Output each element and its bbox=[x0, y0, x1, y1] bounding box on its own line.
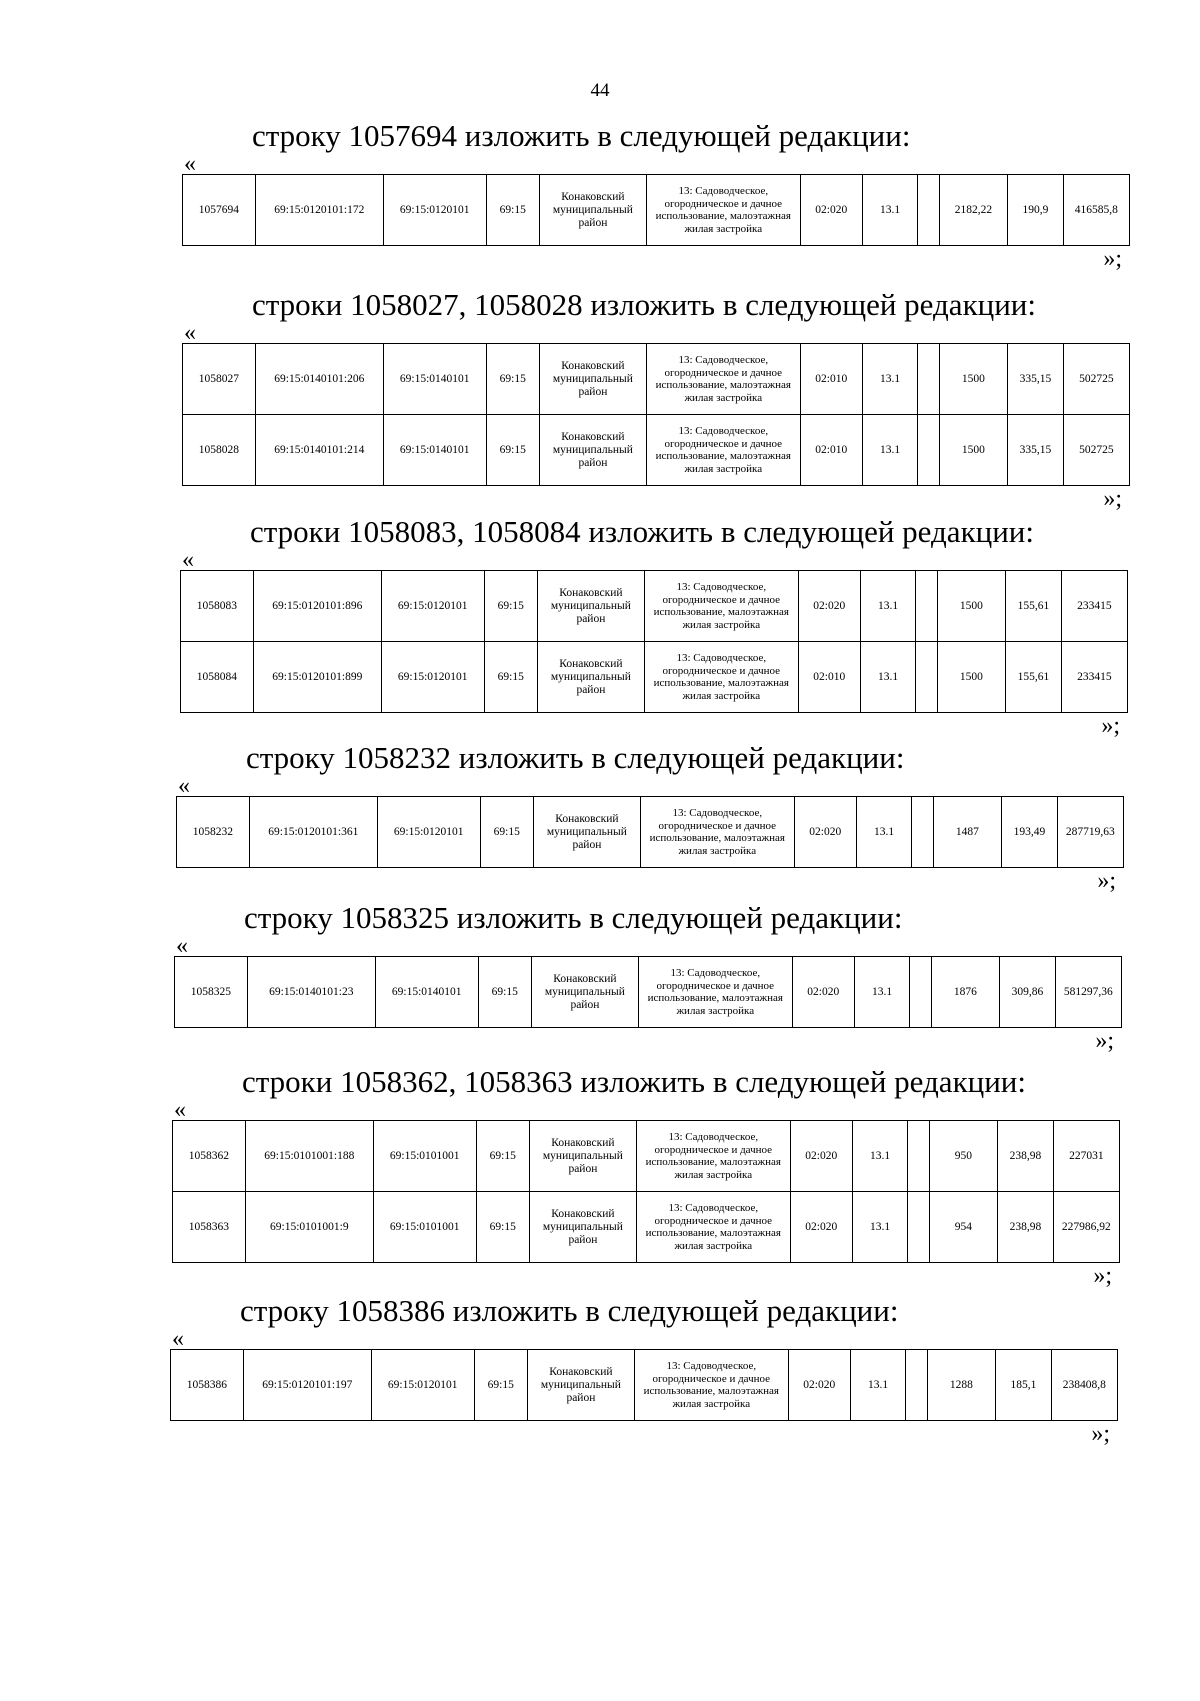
cell-cadastral-number: 69:15:0120101:361 bbox=[249, 797, 377, 868]
cell-zone-code: 02:010 bbox=[800, 415, 862, 486]
cell-municipality: Конаковский муниципальный район bbox=[539, 415, 646, 486]
cell-district-code: 69:15 bbox=[474, 1350, 527, 1421]
cell-specific-value: 335,15 bbox=[1008, 344, 1064, 415]
cell-group-code: 13.1 bbox=[854, 957, 910, 1028]
close-quote: »; bbox=[1093, 1263, 1112, 1289]
cell-municipality: Конаковский муниципальный район bbox=[537, 571, 644, 642]
cell-district-code: 69:15 bbox=[484, 642, 537, 713]
cell-municipality: Конаковский муниципальный район bbox=[529, 1192, 636, 1263]
cell-empty bbox=[908, 1192, 929, 1263]
cell-cadastral-value: 227986,92 bbox=[1053, 1192, 1119, 1263]
cell-land-use-purpose: 13: Садоводческое, огородническое и дачное использование, малоэтажная жилая застройка bbox=[634, 1350, 788, 1421]
amendment-table bbox=[182, 343, 1130, 486]
table-row bbox=[177, 797, 1124, 868]
cell-cadastral-value: 227031 bbox=[1053, 1121, 1119, 1192]
amendment-table bbox=[170, 1349, 1118, 1421]
cell-cadastral-number: 69:15:0120101:896 bbox=[253, 571, 381, 642]
open-quote: « bbox=[184, 320, 196, 346]
cell-number: 1058027 bbox=[183, 344, 256, 415]
amendment-section bbox=[180, 514, 1128, 739]
amendment-table bbox=[180, 570, 1128, 713]
cell-municipality: Конаковский муниципальный район bbox=[539, 175, 646, 246]
open-quote: « bbox=[184, 151, 196, 177]
cell-area: 950 bbox=[929, 1121, 997, 1192]
section-heading: строку 1058232 изложить в следующей редакции: bbox=[246, 740, 905, 775]
cell-cadastral-value: 502725 bbox=[1063, 415, 1129, 486]
cell-district-code: 69:15 bbox=[486, 344, 539, 415]
cell-cadastral-quarter: 69:15:0120101 bbox=[381, 642, 484, 713]
cell-municipality: Конаковский муниципальный район bbox=[529, 1121, 636, 1192]
cell-cadastral-quarter: 69:15:0140101 bbox=[383, 415, 486, 486]
cell-cadastral-number: 69:15:0101001:188 bbox=[245, 1121, 373, 1192]
table-row bbox=[183, 344, 1130, 415]
cell-area: 1500 bbox=[937, 571, 1005, 642]
cell-cadastral-quarter: 69:15:0120101 bbox=[381, 571, 484, 642]
cell-land-use-purpose: 13: Садоводческое, огородническое и дачное использование, малоэтажная жилая застройка bbox=[636, 1192, 790, 1263]
cell-empty bbox=[916, 642, 937, 713]
cell-area: 1500 bbox=[937, 642, 1005, 713]
cell-empty bbox=[916, 571, 937, 642]
page-number: 44 bbox=[590, 80, 610, 101]
cell-cadastral-quarter: 69:15:0140101 bbox=[383, 344, 486, 415]
cell-area: 1500 bbox=[939, 415, 1007, 486]
cell-municipality: Конаковский муниципальный район bbox=[537, 642, 644, 713]
cell-municipality: Конаковский муниципальный район bbox=[533, 797, 640, 868]
open-quote: « bbox=[174, 1097, 186, 1123]
cell-area: 1500 bbox=[939, 344, 1007, 415]
cell-specific-value: 238,98 bbox=[998, 1192, 1054, 1263]
close-quote: »; bbox=[1101, 713, 1120, 739]
cell-area: 954 bbox=[929, 1192, 997, 1263]
cell-specific-value: 309,86 bbox=[1000, 957, 1056, 1028]
section-heading: строку 1058386 изложить в следующей редакции: bbox=[240, 1293, 899, 1328]
cell-area: 2182,22 bbox=[939, 175, 1007, 246]
cell-cadastral-quarter: 69:15:0101001 bbox=[373, 1121, 476, 1192]
cell-land-use-purpose: 13: Садоводческое, огородническое и дачное использование, малоэтажная жилая застройка bbox=[644, 642, 798, 713]
table-row bbox=[173, 1192, 1120, 1263]
cell-zone-code: 02:020 bbox=[798, 571, 860, 642]
table-row bbox=[181, 571, 1128, 642]
cell-empty bbox=[918, 175, 939, 246]
amendment-section bbox=[172, 1064, 1120, 1289]
cell-zone-code: 02:010 bbox=[800, 344, 862, 415]
cell-group-code: 13.1 bbox=[862, 415, 918, 486]
cell-district-code: 69:15 bbox=[476, 1192, 529, 1263]
section-heading: строки 1058027, 1058028 изложить в следующей редакции: bbox=[252, 287, 1037, 322]
cell-empty bbox=[918, 344, 939, 415]
amendment-table bbox=[174, 956, 1122, 1028]
cell-specific-value: 190,9 bbox=[1008, 175, 1064, 246]
open-quote: « bbox=[182, 547, 194, 573]
cell-group-code: 13.1 bbox=[852, 1121, 908, 1192]
cell-number: 1058362 bbox=[173, 1121, 246, 1192]
cell-cadastral-value: 233415 bbox=[1061, 642, 1127, 713]
cell-group-code: 13.1 bbox=[850, 1350, 906, 1421]
section-heading: строки 1058362, 1058363 изложить в следующей редакции: bbox=[242, 1064, 1027, 1099]
table-row bbox=[181, 642, 1128, 713]
cell-land-use-purpose: 13: Садоводческое, огородническое и дачное использование, малоэтажная жилая застройка bbox=[638, 957, 792, 1028]
amendment-table bbox=[176, 796, 1124, 868]
section-heading: строку 1058325 изложить в следующей редакции: bbox=[244, 900, 903, 935]
cell-land-use-purpose: 13: Садоводческое, огородническое и дачное использование, малоэтажная жилая застройка bbox=[646, 415, 800, 486]
amendment-section bbox=[182, 287, 1130, 512]
cell-number: 1058083 bbox=[181, 571, 254, 642]
cell-cadastral-value: 233415 bbox=[1061, 571, 1127, 642]
cell-specific-value: 193,49 bbox=[1002, 797, 1058, 868]
cell-zone-code: 02:020 bbox=[794, 797, 856, 868]
cell-cadastral-value: 502725 bbox=[1063, 344, 1129, 415]
amendment-section bbox=[176, 740, 1124, 894]
cell-area: 1487 bbox=[933, 797, 1001, 868]
cell-land-use-purpose: 13: Садоводческое, огородническое и дачное использование, малоэтажная жилая застройка bbox=[636, 1121, 790, 1192]
cell-land-use-purpose: 13: Садоводческое, огородническое и дачное использование, малоэтажная жилая застройка bbox=[646, 175, 800, 246]
cell-number: 1058386 bbox=[171, 1350, 244, 1421]
amendment-table bbox=[172, 1120, 1120, 1263]
open-quote: « bbox=[172, 1326, 184, 1352]
close-quote: »; bbox=[1097, 868, 1116, 894]
cell-empty bbox=[906, 1350, 927, 1421]
cell-group-code: 13.1 bbox=[856, 797, 912, 868]
cell-group-code: 13.1 bbox=[862, 175, 918, 246]
table-row bbox=[171, 1350, 1118, 1421]
cell-cadastral-value: 416585,8 bbox=[1063, 175, 1129, 246]
cell-group-code: 13.1 bbox=[860, 642, 916, 713]
cell-district-code: 69:15 bbox=[486, 175, 539, 246]
cell-specific-value: 238,98 bbox=[998, 1121, 1054, 1192]
table-row bbox=[183, 175, 1130, 246]
cell-group-code: 13.1 bbox=[860, 571, 916, 642]
cell-cadastral-value: 287719,63 bbox=[1057, 797, 1123, 868]
amendment-section bbox=[182, 118, 1130, 272]
cell-cadastral-quarter: 69:15:0140101 bbox=[375, 957, 478, 1028]
cell-specific-value: 155,61 bbox=[1006, 571, 1062, 642]
cell-municipality: Конаковский муниципальный район bbox=[539, 344, 646, 415]
cell-area: 1876 bbox=[931, 957, 999, 1028]
cell-cadastral-number: 69:15:0101001:9 bbox=[245, 1192, 373, 1263]
close-quote: »; bbox=[1091, 1421, 1110, 1447]
open-quote: « bbox=[176, 933, 188, 959]
cell-cadastral-value: 581297,36 bbox=[1055, 957, 1121, 1028]
cell-number: 1057694 bbox=[183, 175, 256, 246]
cell-number: 1058084 bbox=[181, 642, 254, 713]
cell-district-code: 69:15 bbox=[476, 1121, 529, 1192]
cell-specific-value: 335,15 bbox=[1008, 415, 1064, 486]
cell-cadastral-quarter: 69:15:0120101 bbox=[371, 1350, 474, 1421]
cell-district-code: 69:15 bbox=[480, 797, 533, 868]
table-row bbox=[183, 415, 1130, 486]
table-row bbox=[175, 957, 1122, 1028]
cell-number: 1058363 bbox=[173, 1192, 246, 1263]
cell-district-code: 69:15 bbox=[486, 415, 539, 486]
cell-number: 1058325 bbox=[175, 957, 248, 1028]
cell-group-code: 13.1 bbox=[852, 1192, 908, 1263]
cell-cadastral-number: 69:15:0120101:197 bbox=[243, 1350, 371, 1421]
section-heading: строку 1057694 изложить в следующей редакции: bbox=[252, 118, 911, 153]
cell-zone-code: 02:020 bbox=[790, 1192, 852, 1263]
cell-cadastral-number: 69:15:0140101:23 bbox=[247, 957, 375, 1028]
cell-district-code: 69:15 bbox=[478, 957, 531, 1028]
close-quote: »; bbox=[1103, 486, 1122, 512]
cell-number: 1058232 bbox=[177, 797, 250, 868]
cell-land-use-purpose: 13: Садоводческое, огородническое и дачное использование, малоэтажная жилая застройка bbox=[640, 797, 794, 868]
cell-zone-code: 02:020 bbox=[790, 1121, 852, 1192]
close-quote: »; bbox=[1103, 246, 1122, 272]
cell-cadastral-quarter: 69:15:0101001 bbox=[373, 1192, 476, 1263]
cell-number: 1058028 bbox=[183, 415, 256, 486]
cell-zone-code: 02:020 bbox=[788, 1350, 850, 1421]
cell-specific-value: 185,1 bbox=[996, 1350, 1052, 1421]
cell-cadastral-quarter: 69:15:0120101 bbox=[377, 797, 480, 868]
cell-area: 1288 bbox=[927, 1350, 995, 1421]
cell-municipality: Конаковский муниципальный район bbox=[527, 1350, 634, 1421]
cell-zone-code: 02:010 bbox=[798, 642, 860, 713]
cell-cadastral-value: 238408,8 bbox=[1051, 1350, 1117, 1421]
table-row bbox=[173, 1121, 1120, 1192]
close-quote: »; bbox=[1095, 1028, 1114, 1054]
cell-empty bbox=[912, 797, 933, 868]
open-quote: « bbox=[178, 773, 190, 799]
cell-cadastral-number: 69:15:0140101:214 bbox=[255, 415, 383, 486]
cell-district-code: 69:15 bbox=[484, 571, 537, 642]
amendment-table bbox=[182, 174, 1130, 246]
cell-zone-code: 02:020 bbox=[800, 175, 862, 246]
cell-municipality: Конаковский муниципальный район bbox=[531, 957, 638, 1028]
cell-zone-code: 02:020 bbox=[792, 957, 854, 1028]
cell-specific-value: 155,61 bbox=[1006, 642, 1062, 713]
cell-land-use-purpose: 13: Садоводческое, огородническое и дачное использование, малоэтажная жилая застройка bbox=[644, 571, 798, 642]
amendment-section bbox=[174, 900, 1122, 1054]
cell-group-code: 13.1 bbox=[862, 344, 918, 415]
cell-empty bbox=[918, 415, 939, 486]
amendment-section bbox=[170, 1293, 1118, 1447]
cell-cadastral-number: 69:15:0120101:172 bbox=[255, 175, 383, 246]
cell-cadastral-number: 69:15:0120101:899 bbox=[253, 642, 381, 713]
cell-cadastral-number: 69:15:0140101:206 bbox=[255, 344, 383, 415]
section-heading: строки 1058083, 1058084 изложить в следующей редакции: bbox=[250, 514, 1035, 549]
cell-empty bbox=[910, 957, 931, 1028]
cell-land-use-purpose: 13: Садоводческое, огородническое и дачное использование, малоэтажная жилая застройка bbox=[646, 344, 800, 415]
cell-empty bbox=[908, 1121, 929, 1192]
cell-cadastral-quarter: 69:15:0120101 bbox=[383, 175, 486, 246]
